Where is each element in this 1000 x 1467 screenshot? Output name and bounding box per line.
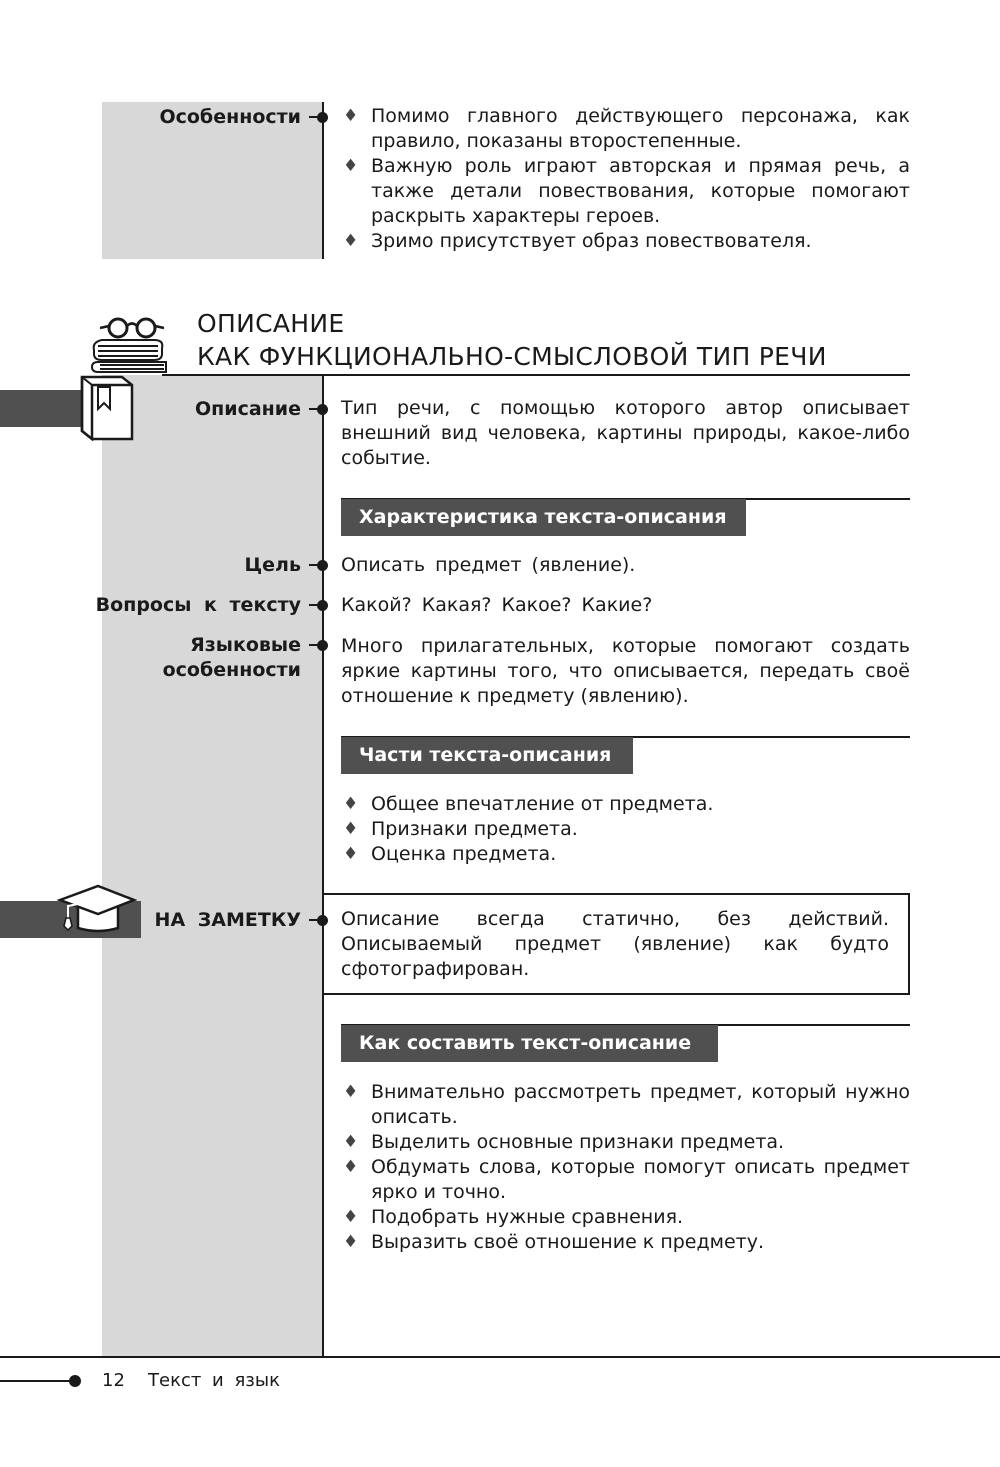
connector-dot bbox=[317, 112, 328, 123]
footer-rule bbox=[0, 1356, 1000, 1358]
howto-header: Как составить текст-описание bbox=[341, 1025, 718, 1062]
questions-text: Какой? Какая? Какое? Какие? bbox=[341, 594, 653, 616]
title-rule bbox=[162, 374, 910, 376]
label-goal: Цель bbox=[244, 554, 301, 576]
graduation-cap-icon bbox=[56, 884, 138, 936]
list-item: ♦ Подобрать нужные сравнения. bbox=[341, 1205, 910, 1230]
glasses-books-icon bbox=[88, 310, 168, 378]
connector-dot bbox=[317, 600, 328, 611]
bookmark-book-icon bbox=[76, 375, 138, 441]
list-item: ♦ Важную роль играют авторская и прямая речь, а также детали повествования, которые помогают раскрыть характеры героев. bbox=[341, 154, 910, 229]
note-text: Описание всегда статично, без действий. Описываемый предмет (явление) как будто сфотографирован. bbox=[341, 908, 889, 980]
label-lang-1: Языковые bbox=[190, 634, 301, 656]
connector-dot bbox=[317, 915, 328, 926]
divider-main bbox=[322, 375, 324, 1358]
parts-header: Части текста-описания bbox=[341, 737, 633, 774]
label-features: Особенности bbox=[159, 106, 301, 128]
connector-dot bbox=[317, 560, 328, 571]
divider-top bbox=[322, 102, 324, 259]
characteristics-header: Характеристика текста-описания bbox=[341, 499, 746, 536]
definition-band bbox=[0, 390, 82, 427]
page-number: 12 bbox=[102, 1370, 125, 1391]
connector-dot bbox=[317, 404, 328, 415]
label-lang-2: особенности bbox=[162, 659, 301, 681]
list-item: ♦ Выделить основные признаки предмета. bbox=[341, 1130, 910, 1155]
list-item: ♦ Внимательно рассмотреть предмет, который нужно описать. bbox=[341, 1080, 910, 1130]
label-description: Описание bbox=[194, 398, 301, 420]
howto-list bbox=[341, 1080, 910, 1255]
list-item: ♦ Оценка предмета. bbox=[341, 842, 910, 867]
section-title-line2: КАК ФУНКЦИОНАЛЬНО-СМЫСЛОВОЙ ТИП РЕЧИ bbox=[197, 342, 827, 371]
lang-text: Много прилагательных, которые помогают создать яркие картины того, что описывается, передать своё отношение к предмету (явлению). bbox=[341, 635, 910, 707]
side-panel-main bbox=[102, 375, 324, 1358]
definition-text: Тип речи, с помощью которого автор описывает внешний вид человека, картины природы, какое-либо событие. bbox=[341, 397, 910, 469]
footer-dot bbox=[69, 1375, 81, 1387]
running-title: Текст и язык bbox=[148, 1370, 280, 1391]
label-note: НА ЗАМЕТКУ bbox=[154, 909, 301, 931]
list-item: ♦ Обдумать слова, которые помогут описать предмет ярко и точно. bbox=[341, 1155, 910, 1205]
list-item: ♦ Помимо главного действующего персонажа, как правило, показаны второстепенные. bbox=[341, 104, 910, 154]
label-questions: Вопросы к тексту bbox=[95, 594, 301, 616]
footer-line bbox=[0, 1380, 78, 1382]
section-title-line1: ОПИСАНИЕ bbox=[197, 309, 345, 338]
list-item: ♦ Общее впечатление от предмета. bbox=[341, 792, 910, 817]
list-item: ♦ Зримо присутствует образ повествователя. bbox=[341, 229, 910, 254]
parts-list bbox=[341, 792, 910, 867]
features-list bbox=[341, 104, 910, 254]
list-item: ♦ Выразить своё отношение к предмету. bbox=[341, 1230, 910, 1255]
goal-text: Описать предмет (явление). bbox=[341, 554, 636, 576]
list-item: ♦ Признаки предмета. bbox=[341, 817, 910, 842]
connector-dot bbox=[317, 640, 328, 651]
